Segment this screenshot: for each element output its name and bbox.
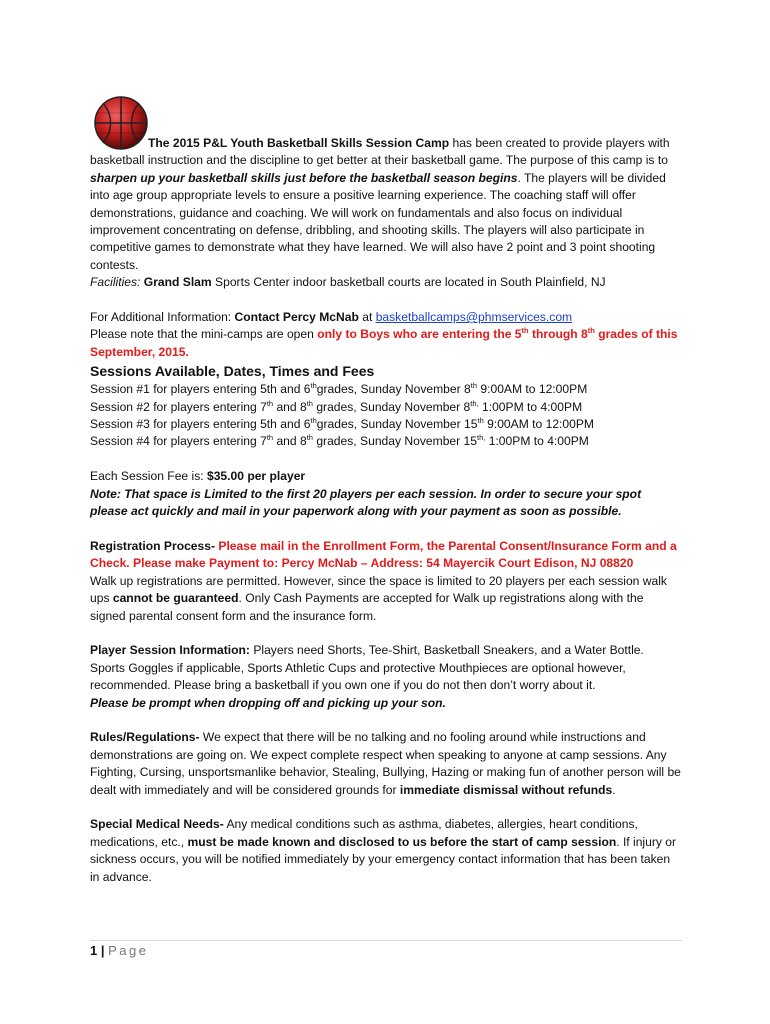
player-session-information: Player Session Information: Players need Shorts, Tee-Shirt, Basketball Sneakers, and a Water Bottle. Sports Goggles if applicable, Sports Athletic Cups and protective Mouthpieces are optional however, recommended. Please bring a basketball if you own one if you do not then don’t worry about it. xyxy=(90,643,644,693)
facilities-line: Facilities: Grand Slam Sports Center indoor basketball courts are located in South Plainfield, NJ xyxy=(90,275,606,290)
page-label: Page xyxy=(108,943,149,958)
footer-divider xyxy=(90,940,682,941)
document-body xyxy=(90,135,682,886)
session-row-2: Session #2 for players entering 7th and 8th grades, Sunday November $8^{th,}$ 1:00PM to 4:00PM xyxy=(90,398,583,414)
eligibility-note: Please note that the mini-camps are open only to Boys who are entering the 5th through 8th grades of this September, 2015. xyxy=(90,326,678,359)
contact-email-link[interactable]: basketballcamps@phmservices.com xyxy=(375,310,573,325)
fee-amount: $35.00 per player xyxy=(206,469,306,484)
intro-paragraph: The 2015 P&L Youth Basketball Skills Session Camp has been created to provide players with basketball instruction and the discipline to get better at their basketball game. The purpose of this camp is to sharpen up your basketball skills just before the basketball season begins. The players will be divided into age group appropriate levels to ensure a positive learning experience. The coaching staff will offer demonstrations, guidance and coaching. We will work on fundamentals and also focus on individual improvement concentrating on defense, dribbling, and shooting skills. The players will also participate in competitive games to demonstrate what they have learned. We will also have 2 point and 3 point shooting contests. xyxy=(90,136,670,272)
contact-line: For Additional Information: Contact Percy McNab at basketballcamps@phmservices.com xyxy=(90,310,573,325)
page-number: 1 xyxy=(90,943,98,958)
sessions-heading: Sessions Available, Dates, Times and Fees xyxy=(90,363,375,380)
session-row-3: Session #3 for players entering 5th and 6thgrades, Sunday November 15th 9:00AM to 12:00PM xyxy=(90,416,594,432)
session-row-4: Session #4 for players entering 7th and 8th grades, Sunday November $15^{th,}$ 1:00PM to 4:00PM xyxy=(90,433,589,449)
prompt-note: Please be prompt when dropping off and picking up your son. xyxy=(90,695,446,710)
camp-purpose-emphasis: sharpen up your basketball skills just before the basketball season begins xyxy=(90,170,518,185)
special-medical-needs: Special Medical Needs- Any medical conditions such as asthma, diabetes, allergies, heart conditions, medications, etc., must be made known and disclosed to us before the start of camp session. If injury or sickness occurs, you will be notified immediately by your emergency contact information that has been taken in advance. xyxy=(90,817,677,884)
registration-process: Registration Process- Please mail in the Enrollment Form, the Parental Consent/Insurance Form and a Check. Please make Payment to: Percy McNab – Address: 54 Mayercik Court Edison, NJ 08820 xyxy=(90,538,677,571)
contact-name: Contact Percy McNab xyxy=(234,310,359,325)
space-limit-note: Note: That space is Limited to the first 20 players per each session. In order to secure your spot please act quickly and mail in your paperwork along with your payment as soon as possible. xyxy=(90,486,642,519)
rules-regulations: Rules/Regulations- We expect that there will be no talking and no fooling around while instructions and demonstrations are going on. We expect complete respect when speaking to anyone at camp sessions. Any Fighting, Cursing, unsportsmanlike behavior, Stealing, Bullying, Hazing or making fun of another person will be dealt with immediately and will be considered grounds for immediate dismissal without refunds. xyxy=(90,730,681,797)
fee-line: Each Session Fee is: $35.00 per player xyxy=(90,469,306,484)
camp-title: The 2015 P&L Youth Basketball Skills Session Camp xyxy=(148,136,450,150)
page-footer: 1 | Page xyxy=(90,943,149,958)
walkup-registration: Walk up registrations are permitted. However, since the space is limited to 20 players per each session walk ups cannot be guaranteed. Only Cash Payments are accepted for Walk up registrations along with the signed parental consent form and the insurance form. xyxy=(90,573,667,623)
session-row-1: Session #1 for players entering 5th and 6thgrades, Sunday November 8th 9:00AM to 12:00PM xyxy=(90,381,588,397)
